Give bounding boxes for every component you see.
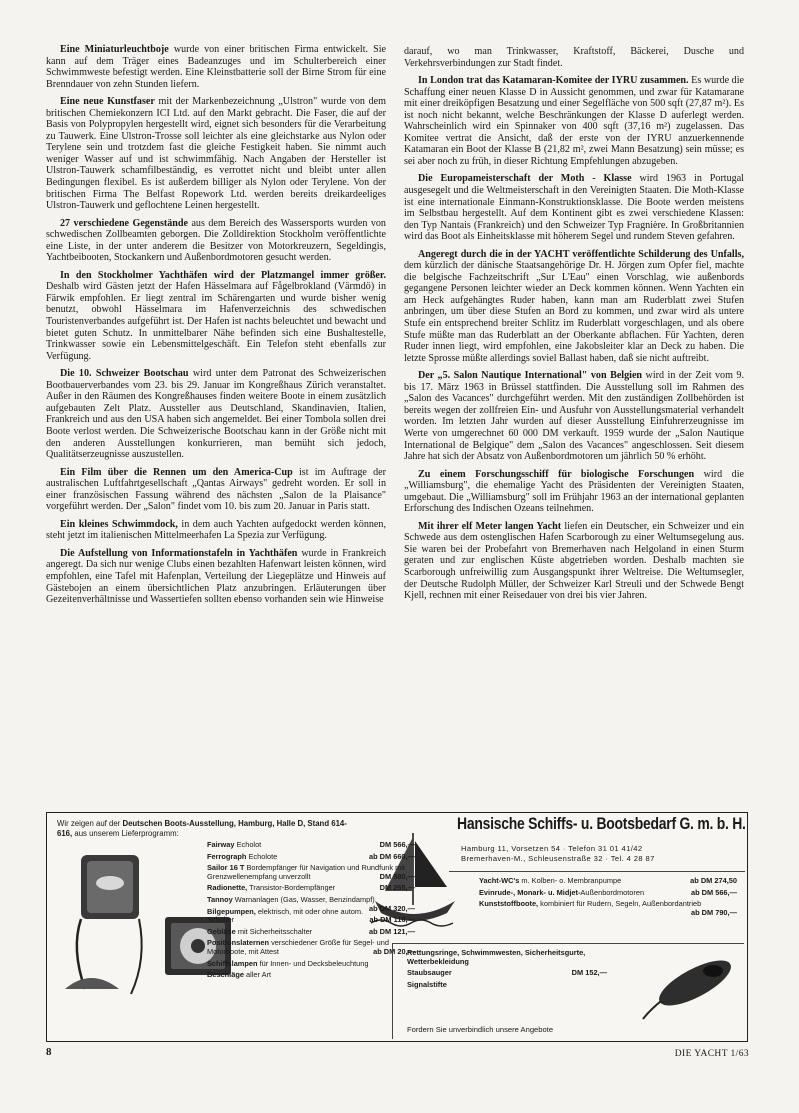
ad-item-name: Bilgepumpen, xyxy=(207,906,256,916)
divider xyxy=(392,943,393,1039)
paragraph-text: wurde in Frankreich angeregt. Da sich nur wenige Clubs einen bezahlten Hafenwart leisten können, wird empfohlen, eine Tafel mit Hafenplan, Verteilung der Liegeplätze und Hinweis auf Gästebojen an einem übersichtlichen Platz anzubringen. Erläuterungen über Gezeitenverhältnisse und Wassertiefen sollten ebenso vorhanden sein wie Hinweise xyxy=(46,547,386,606)
divider xyxy=(392,943,744,944)
news-paragraph xyxy=(46,270,386,362)
ad-item-name: Radionette, xyxy=(207,883,248,893)
paragraph-text: wird die „Williamsburg", die ehemalige Yacht des Präsidenten der Vereinigten Staaten, umgebaut. Die „Williamsburg" soll im Frühjahr 1963 an der international geplanten Erforschung des Indischen Ozeans teilnehmen. xyxy=(404,468,744,515)
ad-item-name: Gebläse xyxy=(207,926,236,936)
ad-item xyxy=(207,928,415,937)
paragraph-lead: Die Europameisterschaft der Moth - Klasse xyxy=(418,173,632,185)
ad-right-items xyxy=(479,877,737,917)
ad-item-desc: m. Kolben- o. Membranpumpe xyxy=(519,876,622,885)
ad-item xyxy=(207,960,415,969)
paragraph-lead: Die 10. Schweizer Bootschau xyxy=(60,368,189,380)
ad-item-desc: Echolote xyxy=(246,851,278,861)
paragraph-lead: Ein kleines Schwimmdock, xyxy=(60,518,178,530)
ad-item-name: Rettungsringe, Schwimmwesten, Sicherheitsgurte, Wetterbekleidung xyxy=(407,948,586,966)
ad-item-price: ab DM 320,— xyxy=(368,903,415,913)
paragraph-text: ist im Auftrage der australischen Luftfahrtgesellschaft „Qantas Airways" gedreht worden. Er soll in einer französischen Fassung während des nächsten „Salon de la Plaisance" vorgeführt werden. Der „Salon" findet vom 10. bis zum 20. Januar in Paris statt. xyxy=(46,466,387,513)
left-column xyxy=(46,44,386,612)
ad-intro: Wir zeigen auf der Deutschen Boots-Ausstellung, Hamburg, Halle D, Stand 614-616, aus unserem Lieferprogramm: xyxy=(57,819,347,838)
news-paragraph xyxy=(404,173,744,242)
issue-label: DIE YACHT 1/63 xyxy=(674,1049,749,1059)
divider xyxy=(449,871,745,872)
paragraph-lead: Mit ihrer elf Meter langen Yacht xyxy=(418,520,562,532)
paragraph-lead: In London trat das Katamaran-Komitee der IYRU zusammen. xyxy=(418,75,689,87)
news-paragraph xyxy=(46,368,386,460)
news-paragraph xyxy=(46,218,386,264)
paragraph-text: aus dem Bereich des Wassersports wurden von schwedischen Zollbeamten geborgen. Die Zolldirektion Stockholm veröffentlichte eine Liste, in der unter anderem die Besitzer von Motorkreuzern, Segeldingis, Yachtbeibooten, Stockankern und Außenbordmotoren gesucht werden. xyxy=(46,217,386,264)
paragraph-lead: Zu einem Forschungsschiff für biologische Forschungen xyxy=(418,468,695,480)
ad-item-name: Yacht-WC's xyxy=(479,876,520,885)
ad-item xyxy=(479,889,737,898)
ad-item-desc: mit Sicherheitsschalter xyxy=(235,926,313,936)
ad-item xyxy=(207,884,415,893)
ad-item xyxy=(407,981,607,990)
ad-item-price: DM 580,— xyxy=(379,871,415,881)
ad-item-name: Signalstifte xyxy=(407,979,447,989)
ad-item-name: Positionslaternen xyxy=(207,938,270,948)
vacuum-cleaner-image xyxy=(641,953,741,1021)
ad-bottom-items xyxy=(407,949,607,992)
ad-item-desc: für Innen- und Decksbeleuchtung xyxy=(257,958,369,968)
ad-item-price: DM 265,— xyxy=(379,883,415,893)
ad-item-desc: Bordempfänger für Navigation und Rundfunk mit Grenzwellenempfang unverzollt xyxy=(207,863,406,881)
ad-item-name: Sailor 16 T xyxy=(207,863,245,873)
advertisement xyxy=(46,812,748,1042)
news-paragraph xyxy=(46,548,386,606)
echolot-device-image xyxy=(61,849,153,999)
paragraph-lead: Ein Film über die Rennen um den America-Cup xyxy=(60,466,293,478)
ad-item-price: ab DM 660,— xyxy=(368,851,415,861)
ad-item-desc: Transistor-Bordempfänger xyxy=(247,883,336,893)
paragraph-text: wird in der Zeit vom 9. bis 17. März 1963 in Brüssel stattfinden. Die Ausstellung soll im Rahmen des „Salon des Vacances" durchgeführt werden. Mit den zuständigen Zollbehörden ist bereits wegen der zollfreien Ein- und Ausfuhr von Ausstellungsmaterial verhandelt worden. Im letzten Jahr wurden auf dieser Ausstellung Einfuhrerzeugnisse im Werte von umgerechnet 60 000 DM verkauft. 1959 wurde der „Salon Nautique International de Belgique" dem „Salon des Vacances" angeschlossen. Seit diesem Jahre hat sich der Absatz von Außenbordmotoren um jährlich 50 % erhöht. xyxy=(404,370,744,463)
ad-item-name: Tannoy xyxy=(207,894,233,904)
ad-item xyxy=(207,864,415,881)
paragraph-lead: 27 verschiedene Gegenstände xyxy=(60,217,188,229)
news-paragraph xyxy=(46,467,386,513)
paragraph-lead: Angeregt durch die in der YACHT veröffentlichte Schilderung des Unfalls, xyxy=(418,248,744,260)
paragraph-lead: In den Stockholmer Yachthäfen wird der Platzmangel immer größer. xyxy=(60,269,386,281)
paragraph-lead: Die Aufstellung von Informationstafeln in Yachthäfen xyxy=(60,547,298,559)
ad-item-name: Staubsauger xyxy=(407,968,452,978)
ad-item-price: ab DM 566,— xyxy=(690,887,737,897)
ad-item-desc: Echolot xyxy=(234,840,262,849)
news-paragraph xyxy=(404,249,744,364)
paragraph-text: Deshalb wird Gästen jetzt der Hafen Hässelmara auf Fågelbrokland (Värmdö) in Färwik empfohlen. Er liegt zentral im Schärengarten und wurde bisher wenig benutzt, obwohl Hässelmara im Hafenverzeichnis des schwedischen Touristenverbandes aufgeführt ist. Der Hafen ist nachts beleuchtet und bewacht und bietet guten Schutz. In unmittelbarer Nähe befinden sich eine Bushaltestelle, Trinkwasser sowie ein Lebensmittelgeschäft. Ein Telefon steht ebenfalls zur Verfügung. xyxy=(46,281,386,362)
ad-item-desc: aller Art xyxy=(243,970,272,980)
news-paragraph xyxy=(404,46,744,69)
paragraph-text: Es wurde die Schaffung einer neuen Klasse D in Aussicht genommen, und zwar für Katamarane mit einer dreiköpfigen Besatzung und einer Segelfläche von 500 sqft (27,87 m²). Es ist noch nicht bekannt, welche Beschränkungen der Klasse D auferlegt werden. Wahrscheinlich wird ein Spinnaker von 400 sqft (37,16 m²) zugelassen. Das Komitee vertrat die Ansicht, daß der erste von der IYRU anzuerkennende Katamaran ein Boot der Klasse B (21,82 m², zwei Mann Besatzung) sein müsse; es sei aber noch zu früh, in dieser Richtung Empfehlungen abzugeben. xyxy=(404,75,744,167)
ad-item-desc: verschiedener Größe für Segel- und Motorboote, mit Attest xyxy=(207,938,389,956)
news-paragraph xyxy=(404,521,744,602)
ad-item xyxy=(407,949,607,966)
ad-item-price: ab DM 20,— xyxy=(373,946,415,956)
ad-item xyxy=(407,969,607,978)
ad-item xyxy=(479,877,737,886)
ad-item xyxy=(207,853,415,862)
news-paragraph xyxy=(46,44,386,90)
ad-item-name: Kunststoffboote, xyxy=(479,899,539,909)
ad-item-desc: kombiniert für Rudern, Segeln, Außenbordantrieb xyxy=(538,899,702,909)
ad-item-name: Ferrograph xyxy=(207,851,247,861)
ad-footer: Fordern Sie unverbindlich unsere Angebote xyxy=(407,1025,554,1034)
news-paragraph xyxy=(46,519,386,542)
ad-item-price: ab DM 121,— xyxy=(368,926,415,936)
news-paragraph xyxy=(404,469,744,515)
paragraph-text: wird unter dem Patronat des Schweizerischen Bootbauerverbandes vom 23. bis 29. Januar im Kongreßhaus Zürich veranstaltet. Außer in den Räumen des Kongreßhauses finden weitere Boote in einem zusätzlich aufgebauten Zelt Platz. Aussteller aus Deutschland, Skandinavien, Italien, Frankreich und aus den USA haben sich angemeldet. Bei einer Tombola sollen drei Boote verlost werden. Die Schweizerische Bootschau kann in der Größe nicht mit den anderen Ausstellungen konkurrieren, man bemüht sich jedoch, Qualitätserzeugnisse auszustellen. xyxy=(46,368,386,461)
paragraph-text: wurde von einer britischen Firma entwickelt. Sie kann auf dem Träger eines Badeanzuges und im Schulterbereich einer Schwimmweste befestigt werden. Eine Kleinstbatterie soll der Birne Strom für eine Brenndauer von zehn Stunden liefern. xyxy=(46,44,386,90)
ad-item xyxy=(479,899,737,917)
ad-item-price: DM 566,— xyxy=(379,840,415,849)
ad-item-name: Evinrude-, Monark- u. Midjet- xyxy=(479,887,581,897)
company-address: Hamburg 11, Vorsetzen 54 · Telefon 31 01 41/42 Bremerhaven-M., Schleusenstraße 32 · Tel. 4 28 87 xyxy=(461,844,655,863)
right-column xyxy=(404,46,744,608)
paragraph-lead: Eine neue Kunstfaser xyxy=(60,96,155,108)
paragraph-text: wird 1963 in Portugal ausgesegelt und die Weltmeisterschaft in den Vereinigten Staaten. Die Moth-Klasse ist eine internationale Einmann-Konstruktionsklasse. Die Boote werden meistens im Selbstbau hergestellt. Auf dem Kontinent gibt es zwei verschiedene Klassen: den Typ Nantais (Frankreich) und den Schweizer Typ Fragnière. In Großbritannien wird das Boot als Einheitsklasse mit höherem Segel und rundem Steven gefahren. xyxy=(404,173,744,243)
company-name: Hansische Schiffs- u. Bootsbedarf G. m. b. H. xyxy=(457,814,746,833)
ad-item-price: ab DM 110,— xyxy=(369,915,415,925)
news-paragraph xyxy=(404,75,744,167)
ad-left-items xyxy=(207,841,415,983)
paragraph-text: liefen ein Deutscher, ein Schweizer und ein Schwede aus dem ostenglischen Hafen Scarborough zu einer Weltumsegelung aus. Sie waren bei der Probefahrt von Bremerhaven nach Helgoland in einen Sturm geraten und zur englischen Küste abgetrieben worden. Deshalb machten sie Scarborough unfreiwillig zum Ausgangspunkt ihrer Weltreise. Die Weltumsegler, der Deutsche Rudolph Müller, der Schweizer Karl Streuli und der Schwede Bengt Kjell, rechnen mit einer Reisedauer von drei bis vier Jahren. xyxy=(404,520,744,602)
ad-item-desc: Warnanlagen (Gas, Wasser, Benzindampf) xyxy=(232,894,375,904)
ad-item-name: Beschläge xyxy=(207,970,244,980)
news-paragraph xyxy=(404,370,744,462)
paragraph-text: mit der Markenbezeichnung „Ulstron" wurde von dem britischen Chemiekonzern ICI Ltd. auf den Markt gebracht. Die Faser, die auf der Basis von Polypropylen hergestellt wird, eignet sich besonders für die Verarbeitung zu Tauwerk. Eine Ulstron-Trosse soll leichter als eine gleichstarke aus Nylon oder Terylene sein und trotzdem fast die gleiche Festigkeit haben. Sie nimmt auch weniger Wasser auf und ist schwimmfähig. Nach Angaben der Hersteller ist Ulstron-Tauwerk schamfilbeständig, es verrottet nicht und bleibt unter allen Bedingungen flexibel. Es ist außerdem billiger als Nylon oder Terylene. Von der britischen Firma The Belfast Ropework Ltd. werden bereits dreikardeeliges Ulstron-Tauwerk und geflochtene Leinen hergestellt. xyxy=(46,96,386,212)
ad-item xyxy=(207,971,415,980)
paragraph-text: in dem auch Yachten aufgedockt werden können, steht jetzt im italienischen Mittelmeerhafen La Spezia zur Verfügung. xyxy=(46,518,386,542)
paragraph-text: darauf, wo man Trinkwasser, Kraftstoff, Bäckerei, Dusche und Verkehrsverbindungen zur Stadt findet. xyxy=(404,46,744,69)
page-number: 8 xyxy=(46,1046,52,1058)
ad-item xyxy=(207,939,415,956)
ad-item-desc: elektrisch, mit oder ohne autom. Schalter xyxy=(207,906,364,925)
ad-item-price: ab DM 274,50 xyxy=(690,876,737,885)
ad-item-price: ab DM 790,— xyxy=(690,907,737,917)
ad-item-name: Schiffslampen xyxy=(207,958,258,968)
paragraph-lead: Der „5. Salon Nautique International" von Belgien xyxy=(418,370,643,382)
ad-item-name: Fairway xyxy=(207,840,235,849)
ad-item-desc: Außenbordmotoren xyxy=(580,887,645,897)
paragraph-text: dem kürzlich der dänische Staatsangehörige Dr. H. Jörgen zum Opfer fiel, machte die belgische Fachzeitschrift „Sur L'Eau" einen Vorschlag, wie außenbords gegangene Personen leichter wieder an Deck kommen können. Wenn Yachten ein am Heck aufgehängtes Ruder haben, kann man am Ruderblatt zwei Stufen anbringen, um über diese Stufen an Bord zu kommen, und zwar wird als untere Stufe ein entsprechend breiter Schlitz im Ruderblatt vorgeschlagen, und als obere Stufe müßte man das Ruderblatt an der Oberkante abflachen. Für Yachten, deren Ruder innen liegt, wird empfohlen, eine Jakobsleiter klar an Deck zu haben. Die letzte Sprosse müßte allerdings soviel Ballast haben, daß sie nicht auftreibt. xyxy=(404,260,744,364)
ad-item-price: DM 152,— xyxy=(571,968,607,978)
ad-item xyxy=(207,841,415,850)
news-paragraph xyxy=(46,96,386,211)
paragraph-lead: Eine Miniaturleuchtboje xyxy=(60,44,169,55)
